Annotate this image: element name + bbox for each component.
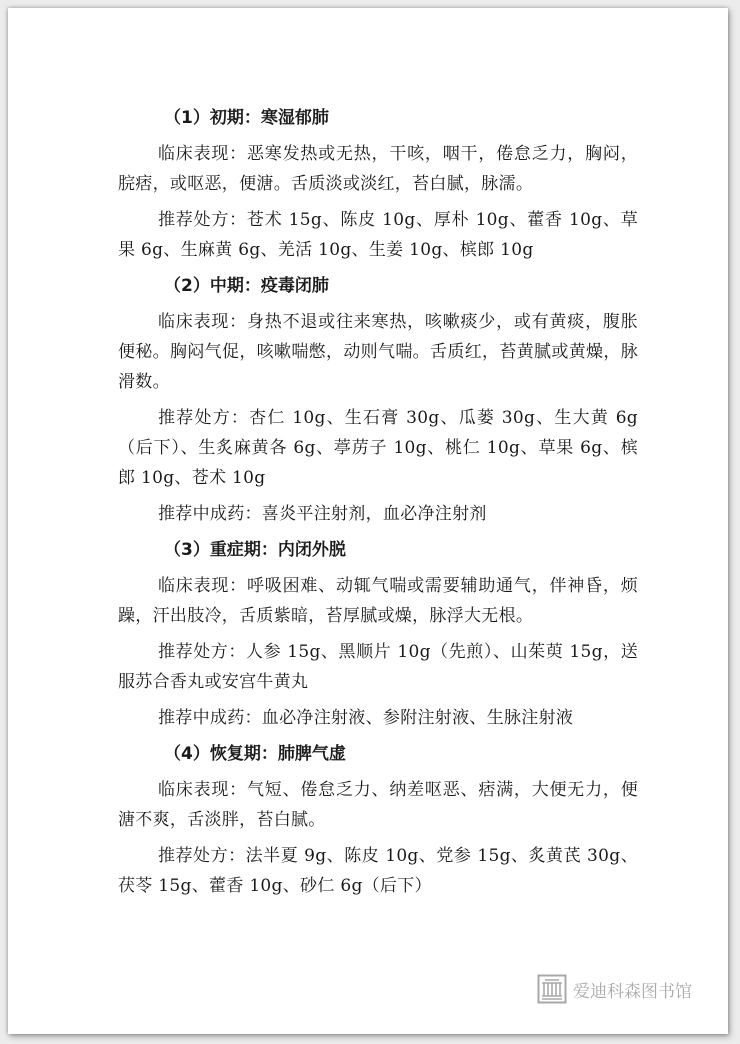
section-recovery-stage	[118, 739, 638, 901]
recommended-prescription: 推荐处方：苍术 15g、陈皮 10g、厚朴 10g、藿香 10g、草果 6g、生麻黄 6g、羌活 10g、生姜 10g、槟郎 10g	[118, 210, 638, 260]
watermark	[537, 974, 692, 1004]
watermark-text: 爱迪科森图书馆	[573, 981, 692, 1002]
section-middle-stage	[118, 271, 638, 529]
section-early-stage	[118, 103, 638, 265]
clinical-manifestation: 临床表现：恶寒发热或无热，干咳，咽干，倦怠乏力，胸闷，脘痞，或呕恶，便溏。舌质淡或淡红，苔白腻，脉濡。	[118, 144, 638, 194]
document-body	[118, 103, 638, 907]
recommended-patent-medicine: 推荐中成药：血必净注射液、参附注射液、生脉注射液	[158, 708, 574, 728]
section-heading: （3）重症期：内闭外脱	[164, 540, 346, 560]
clinical-manifestation: 临床表现：身热不退或往来寒热，咳嗽痰少，或有黄痰，腹胀便秘。胸闷气促，咳嗽喘憋，动则气喘。舌质红，苔黄腻或黄燥，脉滑数。	[118, 312, 638, 392]
recommended-patent-medicine: 推荐中成药：喜炎平注射剂，血必净注射剂	[158, 504, 487, 524]
recommended-prescription: 推荐处方：法半夏 9g、陈皮 10g、党参 15g、炙黄芪 30g、茯苓 15g、藿香 10g、砂仁 6g（后下）	[118, 846, 638, 896]
clinical-manifestation: 临床表现：呼吸困难、动辄气喘或需要辅助通气，伴神昏，烦躁，汗出肢冷，舌质紫暗，苔厚腻或燥，脉浮大无根。	[118, 576, 638, 626]
recommended-prescription: 推荐处方：人参 15g、黑顺片 10g（先煎）、山茱萸 15g，送服苏合香丸或安宫牛黄丸	[118, 642, 638, 692]
document-page	[8, 8, 728, 1034]
library-logo-icon	[537, 974, 567, 1004]
recommended-prescription: 推荐处方：杏仁 10g、生石膏 30g、瓜蒌 30g、生大黄 6g（后下）、生炙麻黄各 6g、葶苈子 10g、桃仁 10g、草果 6g、槟郎 10g、苍术 10g	[118, 408, 638, 488]
section-heading: （4）恢复期：肺脾气虚	[164, 744, 346, 764]
section-heading: （2）中期：疫毒闭肺	[164, 276, 329, 296]
clinical-manifestation: 临床表现：气短、倦怠乏力、纳差呕恶、痞满，大便无力，便溏不爽，舌淡胖，苔白腻。	[118, 780, 638, 830]
section-heading: （1）初期：寒湿郁肺	[164, 108, 329, 128]
section-severe-stage	[118, 535, 638, 733]
